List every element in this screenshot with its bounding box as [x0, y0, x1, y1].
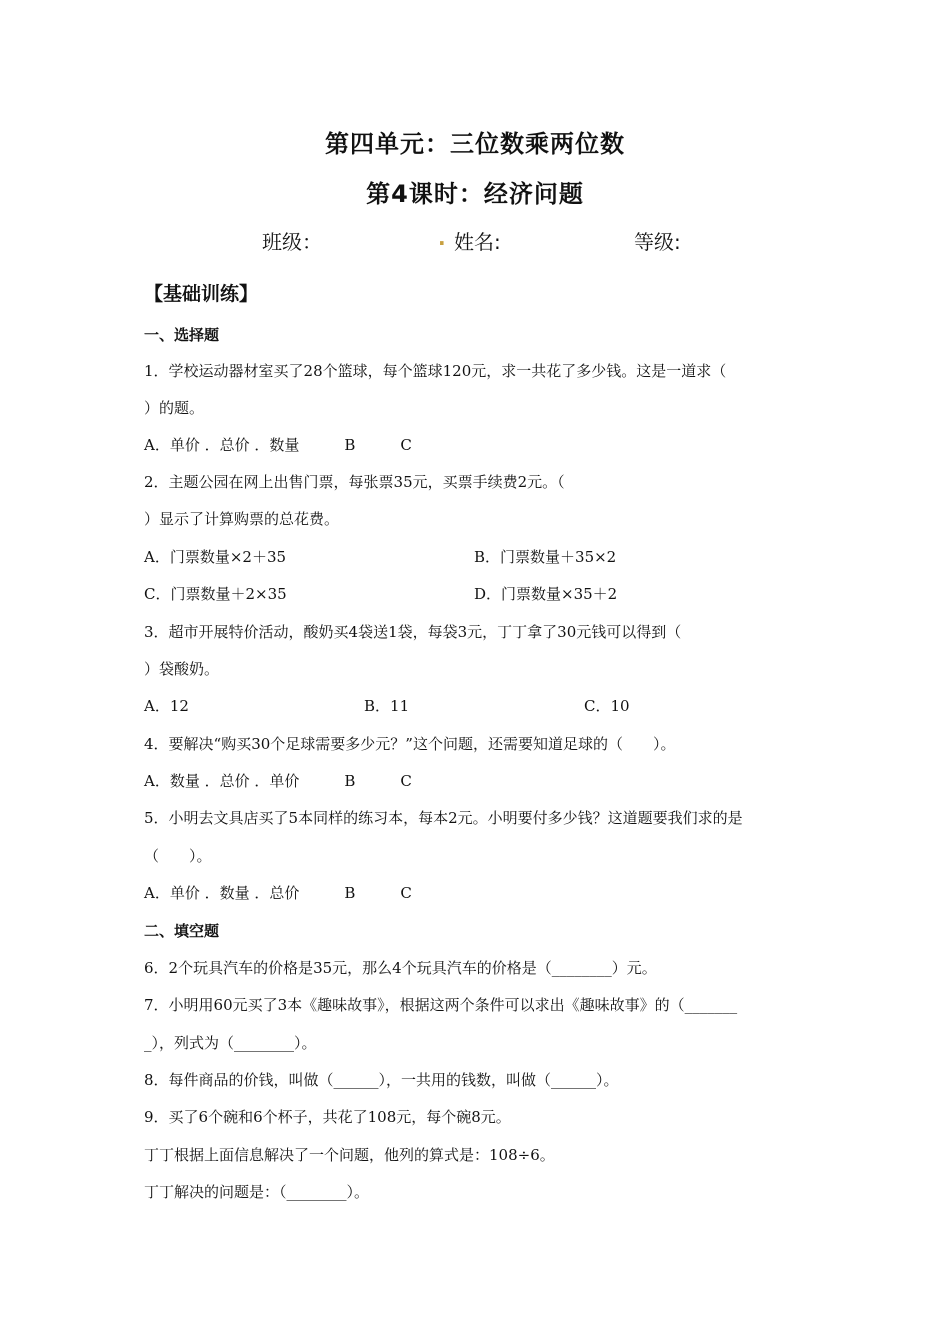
question-2-text: 2．主题公园在网上出售门票，每张票35元，买票手续费2元。（	[144, 473, 565, 491]
section-multiple-choice: 一、选择题	[144, 326, 220, 344]
question-9-info: 丁丁根据上面信息解决了一个问题，他列的算式是：108÷6。	[144, 1146, 555, 1164]
question-2-option-c: C．门票数量＋2×35	[144, 585, 287, 603]
question-3-option-a: A．12	[144, 697, 189, 715]
separator-dot: .	[438, 226, 446, 250]
question-3-text-cont: ）袋酸奶。	[144, 660, 220, 678]
question-3-option-c: C．10	[584, 697, 630, 715]
question-1-options: A．单价 ．总价 ．数量 B C	[144, 436, 412, 454]
question-5-options: A．单价 ．数量 ．总价 B C	[144, 884, 412, 902]
student-info-row	[0, 226, 950, 256]
question-3-option-b: B．11	[364, 697, 410, 715]
question-3-text: 3．超市开展特价活动，酸奶买4袋送1袋，每袋3元，丁丁拿了30元钱可以得到（	[144, 623, 682, 641]
grade-label: 等级:	[634, 230, 681, 254]
question-9-prompt: 丁丁解决的问题是：（________）。	[144, 1183, 370, 1201]
question-1-text-cont: ）的题。	[144, 399, 205, 417]
section-fill-in-blank: 二、填空题	[144, 922, 220, 940]
question-2-option-b: B．门票数量＋35×2	[474, 548, 617, 566]
question-5-text: 5．小明去文具店买了5本同样的练习本，每本2元。小明要付多少钱？这道题要我们求的是	[144, 809, 743, 827]
name-label: 姓名:	[454, 230, 501, 254]
question-7-text: 7．小明用60元买了3本《趣味故事》，根据这两个条件可以求出《趣味故事》的（_______	[144, 996, 738, 1014]
question-5-text-cont: （ ）。	[144, 847, 212, 865]
question-1-text: 1．学校运动器材室买了28个篮球，每个篮球120元，求一共花了多少钱。这是一道求（	[144, 362, 727, 380]
question-9-text: 9．买了6个碗和6个杯子，共花了108元，每个碗8元。	[144, 1108, 511, 1126]
question-7-text-cont: _），列式为（________）。	[144, 1034, 317, 1052]
question-2-option-d: D．门票数量×35＋2	[474, 585, 618, 603]
section-basic-training: 【基础训练】	[144, 283, 259, 305]
question-4-options: A．数量 ．总价 ．单价 B C	[144, 772, 412, 790]
question-2-text-cont: ）显示了计算购票的总花费。	[144, 510, 340, 528]
question-2-option-a: A．门票数量×2＋35	[144, 548, 287, 566]
lesson-subtitle: 第4课时：经济问题	[366, 180, 584, 208]
question-8-text: 8．每件商品的价钱，叫做（______），一共用的钱数，叫做（______）。	[144, 1071, 619, 1089]
question-4-text: 4．要解决“购买30个足球需要多少元？”这个问题，还需要知道足球的（ ）。	[144, 735, 676, 753]
class-label: 班级：	[262, 230, 322, 254]
page-title: 第四单元：三位数乘两位数	[325, 130, 625, 158]
question-6-text: 6．2个玩具汽车的价格是35元，那么4个玩具汽车的价格是（________）元。	[144, 959, 657, 977]
